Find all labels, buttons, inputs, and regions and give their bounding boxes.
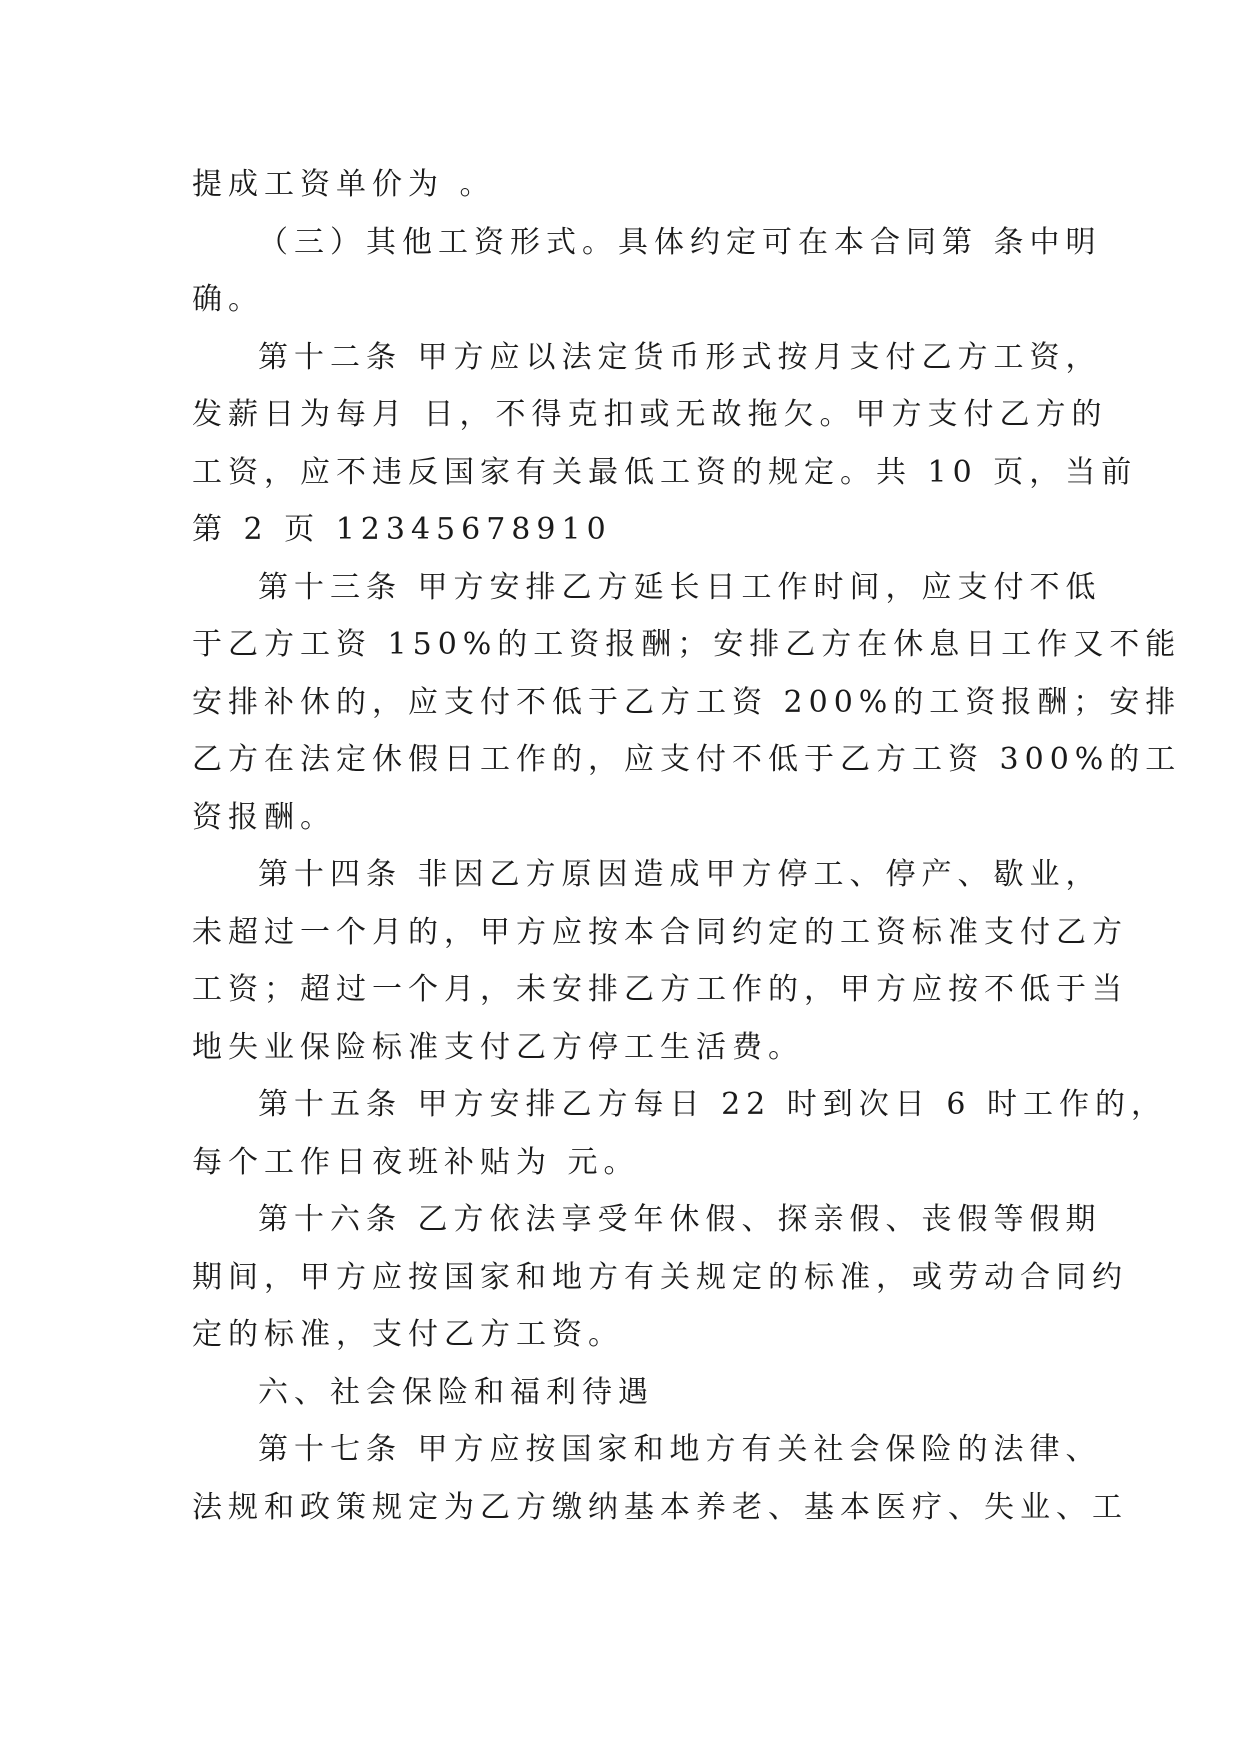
- text-line: 乙方在法定休假日工作的，应支付不低于乙方工资 300%的工: [192, 742, 1182, 777]
- text-line: 提成工资单价为 。: [192, 167, 496, 202]
- text-line: 第十二条 甲方应以法定货币形式按月支付乙方工资，: [258, 339, 1102, 375]
- text-line: 第十三条 甲方安排乙方延长日工作时间，应支付不低: [258, 569, 1102, 605]
- text-line: 第 2 页 12345678910: [192, 512, 612, 547]
- text-line: 于乙方工资 150%的工资报酬；安排乙方在休息日工作又不能: [192, 627, 1182, 662]
- text-line: 未超过一个月的，甲方应按本合同约定的工资标准支付乙方: [192, 914, 1128, 950]
- text-line: 第十四条 非因乙方原因造成甲方停工、停产、歇业，: [258, 857, 1102, 892]
- text-line: 发薪日为每月 日，不得克扣或无故拖欠。甲方支付乙方的: [192, 397, 1108, 432]
- text-line: 资报酬。: [192, 799, 336, 835]
- text-line: 第十五条 甲方安排乙方每日 22 时到次日 6 时工作的，: [258, 1087, 1167, 1122]
- text-line: 工资，应不违反国家有关最低工资的规定。共 10 页，当前: [192, 454, 1138, 490]
- document-body: [192, 156, 1182, 1536]
- text-line: 安排补休的，应支付不低于乙方工资 200%的工资报酬；安排: [192, 684, 1182, 720]
- text-line: 地失业保险标准支付乙方停工生活费。: [192, 1029, 804, 1065]
- text-line: 工资；超过一个月，未安排乙方工作的，甲方应按不低于当: [192, 972, 1128, 1007]
- text-line: 每个工作日夜班补贴为 元。: [192, 1144, 640, 1180]
- text-line: 法规和政策规定为乙方缴纳基本养老、基本医疗、失业、工: [192, 1489, 1128, 1525]
- text-line: 定的标准，支付乙方工资。: [192, 1317, 624, 1352]
- text-line: 第十六条 乙方依法享受年休假、探亲假、丧假等假期: [258, 1202, 1102, 1237]
- text-line: 确。: [192, 282, 264, 317]
- text-line: （三）其他工资形式。具体约定可在本合同第 条中明: [258, 224, 1102, 260]
- text-line: 第十七条 甲方应按国家和地方有关社会保险的法律、: [258, 1432, 1102, 1467]
- section-heading: 六、社会保险和福利待遇: [258, 1374, 654, 1410]
- text-line: 期间，甲方应按国家和地方有关规定的标准，或劳动合同约: [192, 1259, 1128, 1295]
